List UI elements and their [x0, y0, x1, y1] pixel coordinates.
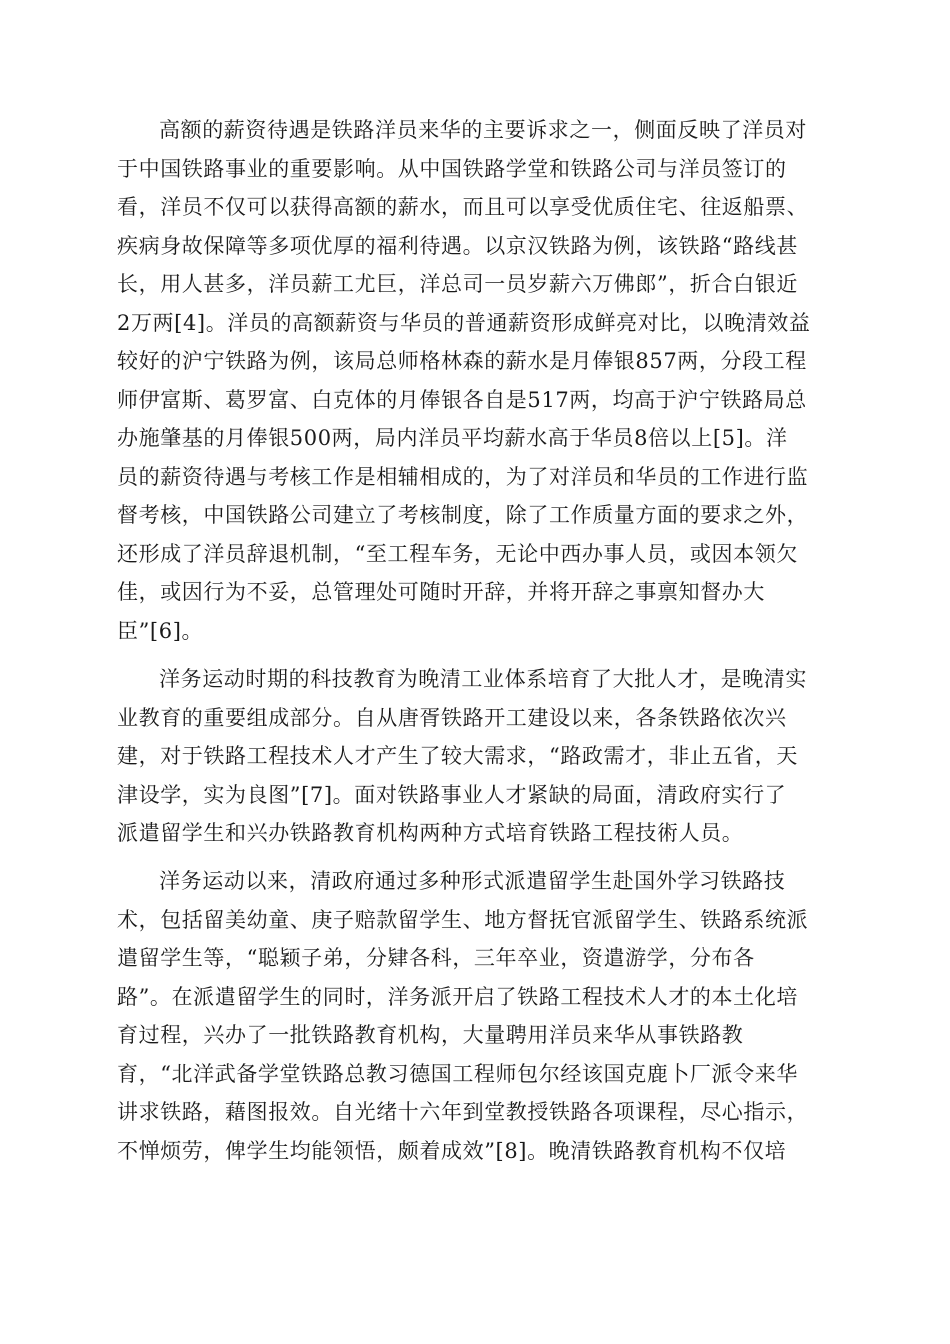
text-line: 臣”[6]。 — [117, 618, 204, 643]
text-line: 育过程，兴办了一批铁路教育机构，大量聘用洋员来华从事铁路教 — [117, 1023, 744, 1047]
text-line: 佳，或因行为不妥，总管理处可随时开辞，并将开辞之事禀知督办大 — [117, 580, 765, 604]
text-line: 师伊富斯、葛罗富、白克体的月俸银各自是517两，均高于沪宁铁路局总 — [117, 387, 807, 412]
text-line: 不惮烦劳，俾学生均能领悟，颇着成效”[8]。晚清铁路教育机构不仅培 — [117, 1138, 787, 1163]
text-line: 较好的沪宁铁路为例，该局总师格林森的薪水是月俸银857两，分段工程 — [117, 349, 807, 373]
text-line: 于中国铁路事业的重要影响。从中国铁路学堂和铁路公司与洋员签订的 — [117, 156, 787, 181]
text-line: 洋务运动时期的科技教育为晚清工业体系培育了大批人才，是晚清实 — [159, 667, 807, 691]
text-line: 路”。在派遣留学生的同时，洋务派开启了铁路工程技术人才的本土化培 — [117, 984, 798, 1009]
text-line: 遣留学生等，“聪颖子弟，分肄各科，三年卒业，资遣游学，分布各 — [117, 946, 755, 970]
text-line: 督考核，中国铁路公司建立了考核制度，除了工作质量方面的要求之外， — [117, 503, 809, 527]
text-line: 看，洋员不仅可以获得高额的薪水，而且可以享受优质住宅、往返船票、 — [117, 195, 809, 219]
text-line: 疾病身故保障等多项优厚的福利待遇。以京汉铁路为例，该铁路“路线甚 — [117, 233, 798, 258]
text-line: 办施肇基的月俸银500两，局内洋员平均薪水高于华员8倍以上[5]。洋 — [117, 426, 788, 450]
text-line: 高额的薪资待遇是铁路洋员来华的主要诉求之一，侧面反映了洋员对 — [159, 118, 807, 142]
text-line: 2万两[4]。洋员的高额薪资与华员的普通薪资形成鲜亮对比，以晚清效益 — [117, 310, 811, 335]
paragraph-2 — [117, 660, 837, 853]
text-line: 津设学，实为良图”[7]。面对铁路事业人才紧缺的局面，清政府实行了 — [117, 782, 787, 807]
text-line: 建，对于铁路工程技术人才产生了较大需求，“路政需才，非止五省，天 — [117, 744, 798, 768]
paragraph-3 — [117, 862, 837, 1170]
text-line: 育，“北洋武备学堂铁路总教习德国工程师包尔经该国克鹿卜厂派令来华 — [117, 1061, 798, 1086]
text-line: 洋务运动以来，清政府通过多种形式派遣留学生赴国外学习铁路技 — [159, 869, 786, 893]
text-line: 还形成了洋员辞退机制，“至工程车务，无论中西办事人员，或因本领欠 — [117, 541, 798, 566]
text-line: 术，包括留美幼童、庚子赔款留学生、地方督抚官派留学生、铁路系统派 — [117, 907, 809, 932]
paragraph-1 — [117, 111, 837, 650]
text-line: 派遣留学生和兴办铁路教育机构两种方式培育铁路工程技術人员。 — [117, 821, 744, 845]
text-line: 业教育的重要组成部分。自从唐胥铁路开工建设以来，各条铁路依次兴 — [117, 705, 787, 730]
text-line: 讲求铁路，藉图报效。自光绪十六年到堂教授铁路各项课程，尽心指示， — [117, 1100, 809, 1124]
text-line: 长，用人甚多，洋员薪工尤巨，洋总司一员岁薪六万佛郎”，折合白银近 — [117, 272, 798, 296]
text-line: 员的薪资待遇与考核工作是相辅相成的，为了对洋员和华员的工作进行监 — [117, 464, 809, 489]
